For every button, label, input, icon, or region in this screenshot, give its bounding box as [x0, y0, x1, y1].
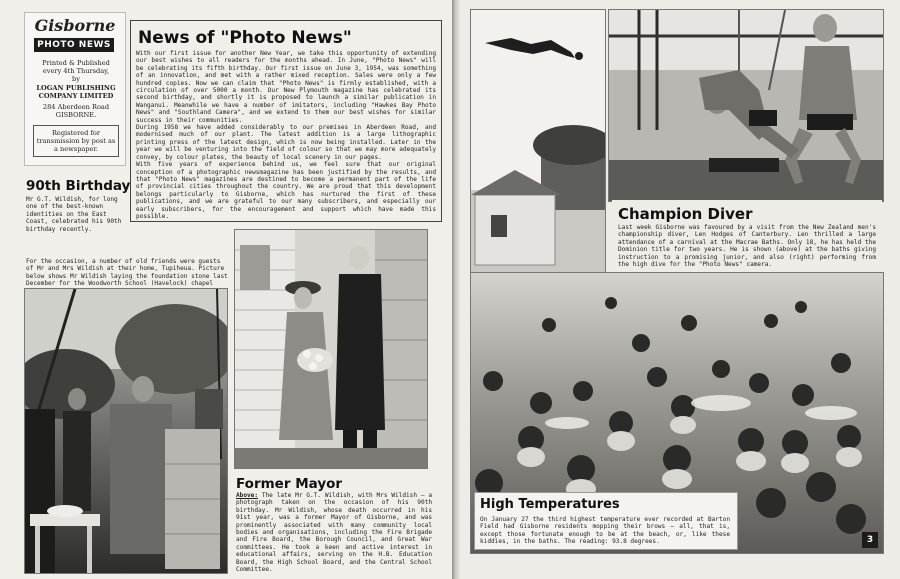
- masthead-box-title: PHOTO NEWS: [34, 38, 114, 52]
- masthead: [24, 12, 126, 166]
- birthday-body-intro: Mr G.T. Wildish, for long one of the best-known identities on the East Coast, celebrated his 90th birthday recently.: [26, 196, 122, 233]
- masthead-info-line: Printed & Published: [42, 59, 110, 67]
- birthday-title: 90th Birthday: [26, 178, 131, 194]
- masthead-info-line: LOGAN PUBLISHING: [36, 83, 116, 92]
- high-temperatures-body: On January 27 the third highest temperature ever recorded at Barton Field had Gisborne residents mopping their brows — all, that is, except those fortunate enough to be at the beach, or, like these kiddies, in the baths. The reading: 93.8 degrees.: [480, 516, 730, 546]
- news-article-body: With our first issue for another New Year, we take this opportunity of extending our best wishes to all readers for the months ahead. In June, "Photo News" will be celebrating its fifth birthday. Our first issue on June 3, 1954, was something of an innovation, and met with a rather mixed reception. Sales were only a few hundred copies. Now we can claim that "Photo News" is firmly established, with a circulation of over 5000 a month. Our New Plymouth magazine has celebrated its second birthday, and shortly it is proposed to launch a similar publication in Wanganui. Meanwhile we have a number of imitators, including "Hawkes Bay Photo News" and "Southland Camera", and we extend to them our best wishes for similar success in their communities. During 1958 we have added considerably to our premises in Aberdeen Road, and modernised much of our plant. The latest addition is a large lithographic printing press of the latest design, which is now being installed. Later in the year we will be venturing into the field of colour so that we may more adequately convey, by colour plates, the beauty of local scenery in our pages. With five years of experience behind us, we feel sure that our original conception of a photographic newsmagazine has been justified by the results, and that "Photo News" magazines are destined to become a permanent part of the life of provincial cities throughout the country. We are proud that this development belongs particularly to Gisborne, which has nurtured the first of these publications, and we are grateful to our many subscribers, and especially our early subscribers, for the encouragement and support which have made this possible.: [136, 50, 436, 220]
- birthday-body-detail: For the occasion, a number of old friends were guests of Mr and Mrs Wildish at their home, Tupiheua. Picture below shows Mr Wildish laying the foundation stone last December for the Woodworth School (Havelock) chapel: [26, 258, 228, 288]
- masthead-info: [30, 59, 122, 119]
- page-number: 3: [862, 532, 878, 548]
- masthead-info-line: by: [72, 75, 80, 84]
- diving-instruction-illustration: [609, 10, 883, 201]
- masthead-info-line: 284 Aberdeen Road: [42, 103, 110, 112]
- former-mayor-lead: Above:: [236, 492, 259, 499]
- news-article-title: News of "Photo News": [138, 28, 352, 48]
- spine-gutter: [452, 0, 460, 579]
- wildish-couple-photo: [234, 229, 428, 469]
- high-dive-photo: [470, 9, 606, 273]
- masthead-info-line: every 4th Thursday,: [42, 67, 110, 76]
- high-temperatures-title: High Temperatures: [480, 497, 620, 512]
- former-mayor-body: [236, 492, 432, 573]
- former-mayor-title: Former Mayor: [236, 476, 343, 492]
- foundation-stone-photo: [24, 288, 228, 574]
- couple-illustration: [235, 230, 427, 468]
- champion-diver-title: Champion Diver: [618, 205, 753, 223]
- diving-instruction-photo: [608, 9, 884, 202]
- masthead-script-title: Gisborne: [34, 16, 116, 35]
- foundation-stone-illustration: [25, 289, 227, 573]
- registration-notice: Registered for transmission by post as a newspaper.: [33, 125, 119, 157]
- masthead-info-line: COMPANY LIMITED: [38, 91, 114, 100]
- masthead-info-line: GISBORNE.: [55, 111, 97, 120]
- former-mayor-text: The late Mr G.T. Wildish, with Mrs Wildish — a photograph taken on the occasion of his 90th birthday. Mr Wildish, whose death occurred in his 91st year, was a former Mayor of Gisborne, and was prominently associated with many community local bodies and organisations, including the Fire Brigade and Fire Board, the Borough Council, and Great War committees. He took a keen and active interest in educational affairs, serving on the H.B. Education Board, the High School Board, and the Central School Committee.: [236, 492, 432, 574]
- high-dive-illustration: [471, 10, 605, 272]
- champion-diver-body: Last week Gisborne was favoured by a visit from the New Zealand men's championship diver, Len Hodges of Canterbury. Len thrilled a large attendance of a carnival at the Macrae Baths. Only 18, he has held the Dominion title for two years. He is shown (above) at the baths giving instruction to a promising junior, and also (right) performing from the high dive for the "Photo News" camera.: [618, 224, 876, 269]
